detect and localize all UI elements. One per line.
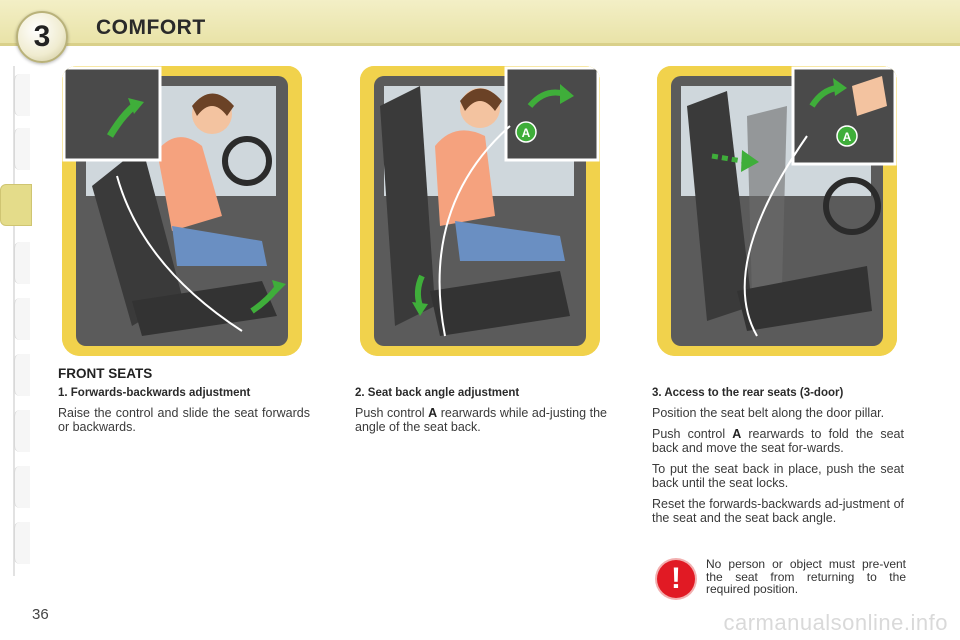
warning-text: No person or object must pre-vent the seat from returning to the required position.	[706, 557, 906, 596]
illustration-rear-access	[657, 66, 897, 356]
warning-box	[653, 558, 905, 608]
chapter-title: COMFORT	[96, 16, 206, 39]
control-a-label: A	[428, 406, 438, 420]
seat-adjust-drawing-1	[62, 66, 302, 356]
chapter-tab-4[interactable]	[14, 242, 30, 284]
illustration-seat-back-angle	[360, 66, 600, 356]
chapter-number-badge: 3	[16, 11, 68, 63]
chapter-tab-1[interactable]	[14, 74, 30, 116]
callout-a-label: A	[521, 126, 531, 140]
step-2-text: Push control A rearwards while ad-justing the angle of the seat back.	[355, 406, 607, 434]
illustration-forwards-backwards	[62, 66, 302, 356]
seat-adjust-drawing-2	[360, 66, 600, 356]
page-number: 36	[32, 606, 49, 623]
control-a-label: A	[732, 427, 742, 441]
seat-adjust-drawing-3	[657, 66, 897, 356]
instruction-column-3	[652, 386, 904, 532]
step-3-text-1: Position the seat belt along the door pillar.	[652, 406, 885, 420]
step-3-text-4: Reset the forwards-backwards ad-justment of the seat and the seat back angle.	[652, 497, 904, 525]
chapter-tab-9[interactable]	[14, 522, 30, 564]
chapter-tab-6[interactable]	[14, 354, 30, 396]
chapter-tab-3-active[interactable]	[0, 184, 32, 226]
section-title: FRONT SEATS	[58, 366, 153, 381]
chapter-tab-5[interactable]	[14, 298, 30, 340]
step-3-heading: 3. Access to the rear seats (3-door)	[652, 387, 844, 399]
step-3-text-3: To put the seat back in place, push the seat back until the seat locks.	[652, 462, 904, 490]
callout-a-label: A	[842, 130, 852, 144]
chapter-tab-8[interactable]	[14, 466, 30, 508]
step-1-heading: 1. Forwards-backwards adjustment	[58, 387, 251, 399]
instruction-column-1	[58, 386, 310, 441]
instruction-column-2	[355, 386, 607, 441]
watermark: carmanualsonline.info	[723, 610, 948, 635]
chapter-header	[0, 0, 960, 53]
chapter-tab-7[interactable]	[14, 410, 30, 452]
chapter-tab-rail	[0, 66, 34, 576]
step-3-text-2: Push control A rearwards to fold the seat back and move the seat for-wards.	[652, 427, 904, 455]
step-1-text: Raise the control and slide the seat forwards or backwards.	[58, 406, 310, 434]
chapter-tab-2[interactable]	[14, 128, 30, 170]
exclamation-icon: !	[657, 560, 695, 598]
step-2-heading: 2. Seat back angle adjustment	[355, 387, 520, 399]
